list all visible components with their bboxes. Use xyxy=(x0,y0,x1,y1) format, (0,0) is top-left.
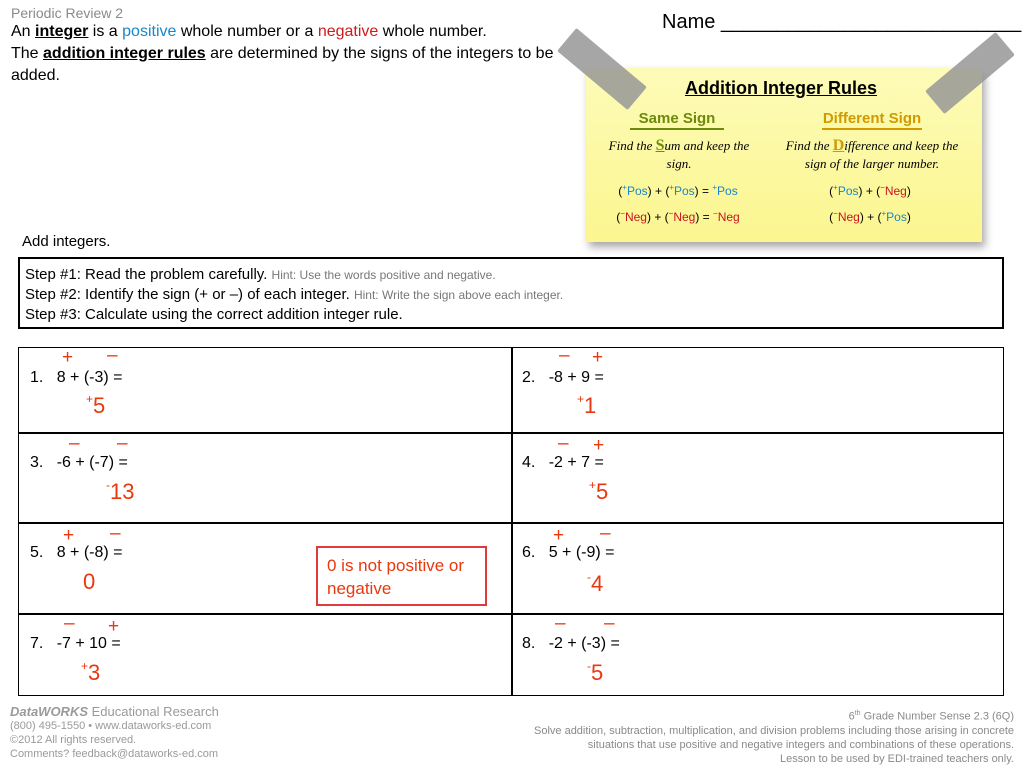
rule-text: ifference and keep the sign of the larger number. xyxy=(804,138,959,171)
answer-6 xyxy=(587,570,603,597)
rule-text: Find the xyxy=(785,138,833,153)
pos-word: Pos xyxy=(673,184,695,198)
grid-divider xyxy=(18,522,1004,524)
sign-annotation: – xyxy=(559,345,570,366)
problem-expression: -8 + 9 = xyxy=(548,369,604,386)
pos-word: Pos xyxy=(626,184,648,198)
problem-expression: 5 + (-9) = xyxy=(548,544,615,561)
problem-number: 6. xyxy=(522,544,536,561)
term-negative: negative xyxy=(317,23,379,40)
problem-number: 7. xyxy=(30,635,44,652)
sign-annotation: – xyxy=(558,433,569,454)
term-integer: integer xyxy=(35,23,89,40)
answer-sign: + xyxy=(577,392,585,406)
lesson-title: Periodic Review 2 xyxy=(11,5,124,21)
answer-7 xyxy=(81,659,100,686)
grid-divider xyxy=(18,613,1004,615)
brand-rest: Educational Research xyxy=(88,704,219,719)
problem-number: 4. xyxy=(522,454,536,471)
sign-annotation: – xyxy=(600,523,611,544)
standard-line-2: situations that use positive and negative integers and combinations of these operations. xyxy=(587,738,1014,751)
sup-sign: − xyxy=(620,209,625,218)
pos-word: Pos xyxy=(717,184,738,198)
rules-title: Addition Integer Rules xyxy=(684,78,877,98)
grade-suffix: th xyxy=(854,710,861,717)
sign-annotation: + xyxy=(593,435,605,456)
answer-value: 5 xyxy=(93,393,106,418)
answer-sign: - xyxy=(587,659,591,673)
sign-annotation: – xyxy=(555,613,566,634)
steps-box xyxy=(18,257,1004,329)
term-positive: positive xyxy=(122,23,177,40)
name-field[interactable]: Name ___________________________ xyxy=(662,11,1022,33)
same-sign-rule xyxy=(604,137,754,173)
problem-1 xyxy=(30,369,123,387)
problem-3 xyxy=(30,454,128,472)
step-text: Step #1: Read the problem carefully. xyxy=(25,266,272,283)
add-integers-heading: Add integers. xyxy=(22,233,111,250)
diff-sign-example-1: (+Pos) + (−Neg) xyxy=(829,183,911,198)
problem-number: 1. xyxy=(30,369,44,386)
term-addition-rules: addition integer rules xyxy=(43,45,206,62)
problem-expression: -2 + (-3) = xyxy=(548,635,620,652)
footer-right xyxy=(414,707,1014,766)
answer-8 xyxy=(587,659,603,686)
sign-annotation: + xyxy=(108,616,120,637)
problem-2 xyxy=(522,369,604,387)
answer-value: 4 xyxy=(591,571,604,596)
rule-letter-d: D xyxy=(832,137,845,154)
sign-annotation: – xyxy=(117,433,128,454)
neg-word: Neg xyxy=(884,184,907,198)
brand-bold: DataWORKS xyxy=(10,704,89,719)
answer-sign: + xyxy=(81,659,89,673)
neg-word: Neg xyxy=(837,210,860,224)
answer-2 xyxy=(577,392,596,419)
sign-annotation: – xyxy=(107,345,118,366)
step-hint: Hint: Use the words positive and negative. xyxy=(271,268,496,282)
sup-sign: + xyxy=(669,183,674,192)
footer-phone: (800) 495-1550 • www.dataworks-ed.com xyxy=(10,720,212,732)
problem-expression: -6 + (-7) = xyxy=(56,454,128,471)
problem-expression: 8 + (-3) = xyxy=(56,369,123,386)
sup-sign: + xyxy=(622,183,627,192)
sign-annotation: – xyxy=(64,613,75,634)
answer-value: 13 xyxy=(110,479,135,504)
problem-4 xyxy=(522,454,604,472)
answer-value: 3 xyxy=(88,660,101,685)
intro-text-part: whole number. xyxy=(378,23,487,40)
problem-expression: 8 + (-8) = xyxy=(56,544,123,561)
sup-sign: + xyxy=(712,183,718,192)
step-text: Step #3: Calculate using the correct addition integer rule. xyxy=(25,306,403,323)
rule-text: Find the xyxy=(608,138,656,153)
sup-sign: − xyxy=(713,209,718,218)
answer-sign: - xyxy=(587,570,591,584)
sign-annotation: + xyxy=(63,525,75,546)
problem-number: 2. xyxy=(522,369,536,386)
sign-annotation: + xyxy=(592,347,604,368)
problem-6 xyxy=(522,544,615,562)
usage-note: Lesson to be used by EDI-trained teachers only. xyxy=(780,752,1014,765)
step-1 xyxy=(25,265,997,285)
answer-5 xyxy=(83,569,95,595)
same-sign-heading: Same Sign xyxy=(630,110,724,130)
diff-sign-example-2: (−Neg) + (+Pos) xyxy=(829,209,911,224)
sign-annotation: – xyxy=(69,433,80,454)
intro-text-part: An xyxy=(11,23,36,40)
sign-annotation: – xyxy=(110,523,121,544)
footer-comments: Comments? feedback@dataworks-ed.com xyxy=(10,748,219,760)
problem-number: 3. xyxy=(30,454,44,471)
grade-number: 6 xyxy=(848,710,855,723)
answer-4 xyxy=(589,478,608,505)
problem-number: 5. xyxy=(30,544,44,561)
answer-value: 1 xyxy=(584,393,597,418)
intro-line-1 xyxy=(11,21,556,43)
answer-value: 0 xyxy=(83,569,96,594)
intro-text-part: are determined by the signs of the integers to be added. xyxy=(11,45,554,84)
step-text: Step #2: Identify the sign (+ or –) of each integer. xyxy=(25,286,354,303)
rule-text: um and keep the sign. xyxy=(664,138,750,171)
sup-sign: − xyxy=(880,183,885,192)
problem-number: 8. xyxy=(522,635,536,652)
zero-note-box: 0 is not positive or negative xyxy=(316,546,487,606)
answer-sign: - xyxy=(106,478,110,492)
answer-1 xyxy=(86,392,105,419)
sup-sign: + xyxy=(833,183,838,192)
sign-annotation: – xyxy=(604,613,615,634)
answer-sign: + xyxy=(589,478,597,492)
sup-sign: − xyxy=(833,209,838,218)
step-2 xyxy=(25,285,997,305)
grade-text: Grade Number Sense 2.3 (6Q) xyxy=(860,710,1014,723)
problem-expression: -7 + 10 = xyxy=(56,635,121,652)
intro-text-part: The xyxy=(11,45,44,62)
neg-word: Neg xyxy=(717,210,740,224)
standard-line-1: Solve addition, subtraction, multiplication, and division problems including those arising in concrete xyxy=(534,724,1014,737)
answer-3 xyxy=(106,478,134,505)
answer-value: 5 xyxy=(596,479,609,504)
problem-7 xyxy=(30,635,121,653)
grade-standard xyxy=(414,707,1014,724)
different-sign-heading: Different Sign xyxy=(822,110,922,130)
different-sign-rule xyxy=(782,137,962,173)
footer-left xyxy=(10,705,219,761)
brand-logo xyxy=(10,705,219,719)
footer-copyright: ©2012 All rights reserved. xyxy=(10,734,137,746)
sign-annotation: + xyxy=(62,347,74,368)
answer-value: 5 xyxy=(591,660,604,685)
answer-sign: + xyxy=(86,392,94,406)
intro-text-part: is a xyxy=(88,23,123,40)
intro-text-part: whole number or a xyxy=(176,23,318,40)
rule-letter-s: S xyxy=(655,137,665,154)
intro-line-2 xyxy=(11,43,556,87)
sign-annotation: + xyxy=(553,525,565,546)
problem-5 xyxy=(30,544,123,562)
pos-word: Pos xyxy=(837,184,859,198)
neg-word: Neg xyxy=(673,210,696,224)
same-sign-example-pos: (+Pos) + (+Pos) = +Pos xyxy=(618,183,738,198)
problem-8 xyxy=(522,635,620,653)
grid-divider xyxy=(18,432,1004,434)
same-sign-example-neg: (−Neg) + (−Neg) = −Neg xyxy=(616,209,740,224)
step-hint: Hint: Write the sign above each integer. xyxy=(353,288,564,302)
intro-text xyxy=(11,21,556,87)
problem-expression: -2 + 7 = xyxy=(548,454,604,471)
neg-word: Neg xyxy=(624,210,647,224)
sup-sign: − xyxy=(668,209,674,218)
step-3 xyxy=(25,305,997,325)
pos-word: Pos xyxy=(886,210,907,224)
sup-sign: + xyxy=(881,209,887,218)
